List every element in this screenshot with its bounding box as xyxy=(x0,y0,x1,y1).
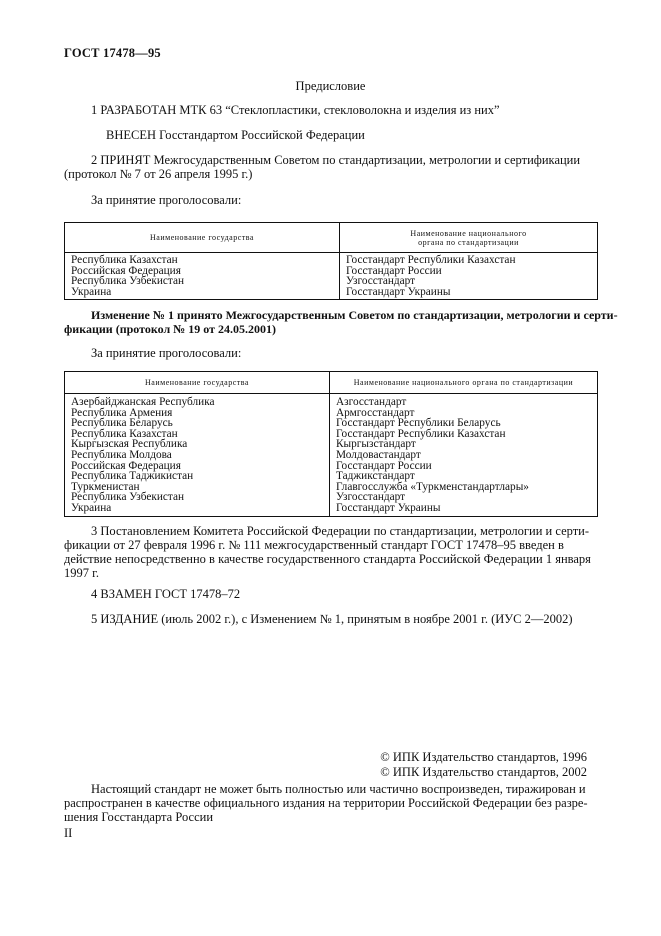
voting-table-1 xyxy=(64,222,598,300)
item-2-line-1: 2 ПРИНЯТ Межгосударственным Советом по стандартизации, метрологии и сертификации xyxy=(91,153,581,167)
table-row: Узгосстандарт xyxy=(346,275,416,288)
table-row: Госстандарт Республики Казахстан xyxy=(346,254,516,266)
table-row: Республика Таджикистан xyxy=(71,470,194,483)
copyright-2002: © ИПК Издательство стандартов, 2002 xyxy=(380,765,587,779)
table-2-states xyxy=(65,394,330,517)
table-2-header-state: Наименование государства xyxy=(65,372,330,394)
item-3-line-4: 1997 г. xyxy=(64,566,99,580)
table-row: Республика Узбекистан xyxy=(71,275,185,288)
page-number: II xyxy=(64,826,73,840)
copyright-1996: © ИПК Издательство стандартов, 1996 xyxy=(380,750,587,764)
table-2-bodies xyxy=(330,394,598,517)
table-row: Республика Армения xyxy=(71,406,173,419)
notice-line-1: Настоящий стандарт не может быть полностью или частично воспроизведен, тиражирован и xyxy=(91,782,586,796)
table-row: Республика Узбекистан xyxy=(71,491,185,504)
table-1-header-body xyxy=(340,223,598,253)
table-1-bodies xyxy=(340,253,598,300)
table-1-states xyxy=(65,253,340,300)
amendment-note xyxy=(64,308,618,336)
table-row: Кыргызстандарт xyxy=(336,438,416,451)
item-4-replaces: 4 ВЗАМЕН ГОСТ 17478–72 xyxy=(91,587,241,601)
item-3-line-2: фикации от 27 февраля 1996 г. № 111 межгосударственный стандарт ГОСТ 17478–95 введен в xyxy=(64,538,564,552)
notice-line-3: шения Госстандарта России xyxy=(64,810,214,824)
item-3-line-3: действие непосредственно в качестве государственного стандарта Российской Федерации 1 января xyxy=(64,552,591,566)
item-2-line-2: (протокол № 7 от 26 апреля 1995 г.) xyxy=(64,167,253,181)
document-code: ГОСТ 17478—95 xyxy=(64,46,161,60)
table-row: Республика Молдова xyxy=(71,448,172,461)
table-row: Госстандарт Украины xyxy=(346,285,451,298)
amendment-line-2: фикации (протокол № 19 от 24.05.2001) xyxy=(64,322,276,336)
table-row: Госстандарт Республики Казахстан xyxy=(336,427,506,440)
table-row: Украина xyxy=(71,501,112,514)
voting-table-2 xyxy=(64,371,598,517)
table-row: Республика Казахстан xyxy=(71,427,178,440)
table-row: Узгосстандарт xyxy=(336,491,406,504)
table-row: Кыргызская Республика xyxy=(71,438,188,451)
item-3-enactment xyxy=(64,524,598,580)
voted-label-1: За принятие проголосовали: xyxy=(91,193,242,207)
table-1-header-state: Наименование государства xyxy=(65,223,340,253)
item-5-edition: 5 ИЗДАНИЕ (июль 2002 г.), с Изменением № 1, принятым в ноябре 2001 г. (ИУС 2—2002) xyxy=(91,612,573,626)
table-row: Госстандарт Республики Беларусь xyxy=(336,417,501,430)
table-row: Республика Беларусь xyxy=(71,417,173,430)
table-1-header-body-line-1: Наименование национального xyxy=(410,228,527,238)
item-1-developed: 1 РАЗРАБОТАН МТК 63 “Стеклопластики, стекловолокна и изделия из них” xyxy=(91,103,500,117)
table-row: Госстандарт России xyxy=(336,459,432,472)
amendment-line-1: Изменение № 1 принято Межгосударственным Советом по стандартизации, метрологии и серти- xyxy=(91,308,618,322)
table-row: Украина xyxy=(71,285,112,298)
table-row: Азгосстандарт xyxy=(336,396,407,408)
table-row: Российская Федерация xyxy=(71,459,181,472)
table-1-header-body-line-2: органа по стандартизации xyxy=(418,237,519,247)
table-row: Главгосслужба «Туркменстандартлары» xyxy=(336,480,529,493)
table-row: Туркменистан xyxy=(71,480,140,493)
table-2-header-body: Наименование национального органа по стандартизации xyxy=(330,372,598,394)
section-title: Предисловие xyxy=(295,79,366,93)
reproduction-notice xyxy=(64,782,598,824)
item-2-adopted xyxy=(64,153,598,181)
table-row: Азербайджанская Республика xyxy=(71,396,215,408)
table-row: Госстандарт России xyxy=(346,264,442,277)
table-row: Таджикстандарт xyxy=(336,470,415,483)
voted-label-2: За принятие проголосовали: xyxy=(91,346,242,360)
table-row: Республика Казахстан xyxy=(71,254,178,266)
item-3-line-1: 3 Постановлением Комитета Российской Федерации по стандартизации, метрологии и серти- xyxy=(91,524,590,538)
item-1-introduced: ВНЕСЕН Госстандартом Российской Федерации xyxy=(106,128,365,142)
table-row: Российская Федерация xyxy=(71,264,181,277)
table-row: Молдовастандарт xyxy=(336,448,421,461)
notice-line-2: распространен в качестве официального издания на территории Российской Федерации без разре- xyxy=(64,796,588,810)
table-row: Армгосстандарт xyxy=(336,406,415,419)
table-row: Госстандарт Украины xyxy=(336,501,441,514)
